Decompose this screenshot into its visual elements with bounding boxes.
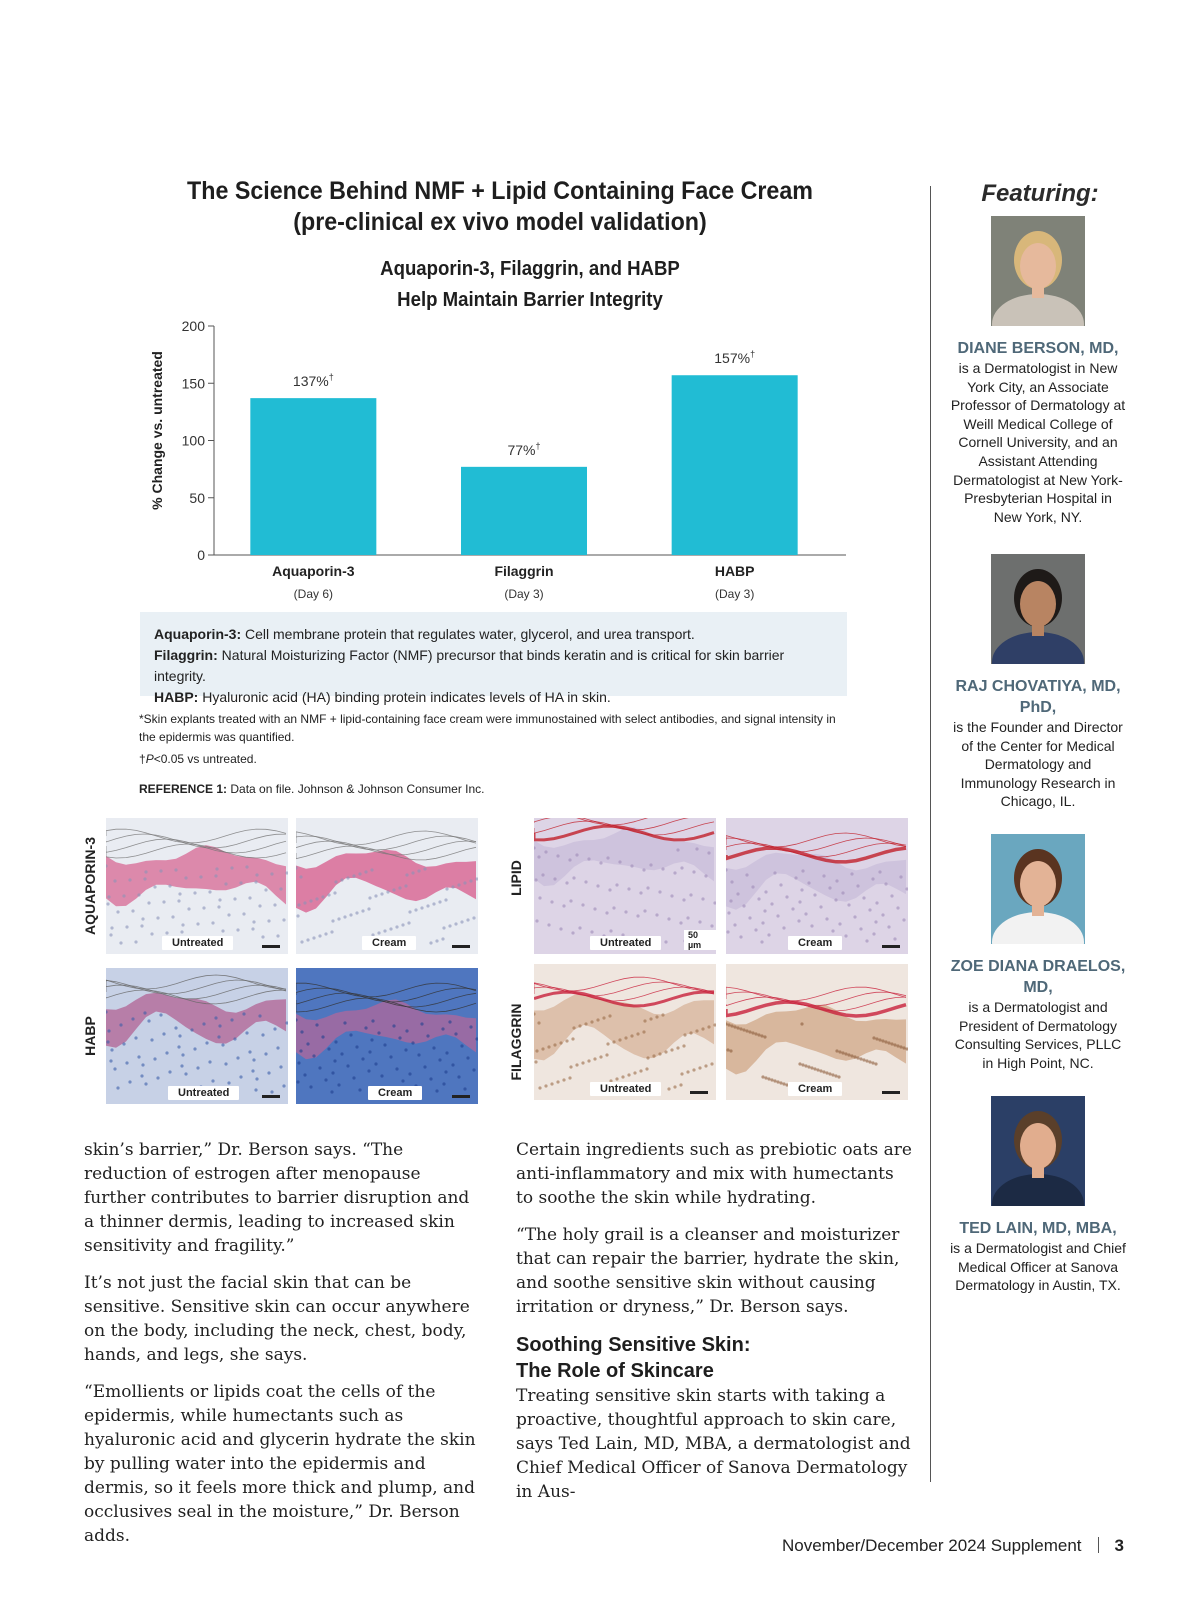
definition-term: Filaggrin: [154, 647, 218, 663]
avatar [991, 554, 1085, 664]
definition-text: Natural Moisturizing Factor (NMF) precursor that binds keratin and is critical for skin barrier integrity. [154, 647, 785, 684]
avatar [991, 1096, 1085, 1206]
panel-label-untreated: Untreated [162, 936, 233, 950]
body-column-left [84, 1138, 484, 1561]
panel-label-cream: Cream [362, 936, 416, 950]
body-paragraph: Certain ingredients such as prebiotic oats are anti-inflammatory and mix with humectants to soothe the skin while hydrating. [516, 1140, 912, 1208]
body-paragraph: “Emollients or lipids coat the cells of the epidermis, while humectants such as hyaluronic acid and glycerin hydrate the skin by pulling water into the epidermis and dermis, so it feels more thick and plump, and occlusives seal in the moisture,” Dr. Berson adds. [84, 1382, 476, 1546]
expert-bio: is a Dermatologist in New York City, an Associate Professor of Dermatology at Weill Medical College of Cornell University, and an Assistant Attending Dermatologist at New York-Presbyterian Hospital in New York, NY. [950, 360, 1126, 525]
headshot-photo [991, 216, 1085, 326]
subhead-line2: The Role of Skincare [516, 1360, 714, 1382]
x-tick-sublabel: (Day 3) [504, 587, 544, 601]
expert-name: DIANE BERSON, MD, [957, 340, 1119, 357]
tissue-image [726, 964, 908, 1100]
y-tick-label: 150 [181, 375, 205, 392]
body-paragraph: skin’s barrier,” Dr. Berson says. “The reduction of estrogen after menopause further contributes to barrier disruption and a thinner dermis, leading to increased skin sensitivity and fragility.” [84, 1140, 470, 1256]
chart-subtitle-line2: Help Maintain Barrier Integrity [397, 289, 663, 311]
sidebar-heading: Featuring: [981, 180, 1099, 207]
bar [672, 375, 798, 555]
chart-title-line1: The Science Behind NMF + Lipid Containing Face Cream [187, 177, 813, 205]
y-tick-label: 0 [197, 547, 205, 563]
expert-bio: is a Dermatologist and Chief Medical Officer at Sanova Dermatology in Austin, TX. [950, 1240, 1126, 1294]
x-tick-label: Filaggrin [494, 563, 554, 579]
x-tick-label: Aquaporin-3 [272, 563, 355, 579]
chart-subtitle-line1: Aquaporin-3, Filaggrin, and HABP [380, 258, 680, 280]
definition-text: Cell membrane protein that regulates water, glycerol, and urea transport. [241, 626, 695, 642]
definition-text: Hyaluronic acid (HA) binding protein indicates levels of HA in skin. [198, 689, 611, 705]
micrograph-habp-untreated [106, 968, 288, 1104]
tissue-image [106, 968, 288, 1104]
issue-label: November/December 2024 Supplement [781, 1536, 1082, 1555]
page-number: 3 [1114, 1536, 1124, 1555]
definition-aquaporin [154, 624, 833, 645]
bar [461, 467, 587, 555]
scale-bar [262, 1095, 280, 1098]
data-label: 137%† [292, 372, 334, 390]
definition-term: Aquaporin-3: [154, 626, 242, 642]
section-subhead [516, 1332, 916, 1384]
column-divider [930, 186, 931, 1482]
expert-berson [950, 216, 1126, 526]
micrograph-lipid-cream [726, 818, 908, 954]
footnote-dagger: † [139, 752, 146, 766]
expert-draelos [950, 834, 1126, 1072]
row-label-lipid: LIPID [508, 860, 524, 896]
panel-label-cream: Cream [788, 936, 842, 950]
scale-label: 50 µm [684, 930, 716, 950]
body-paragraph: Treating sensitive skin starts with taking a proactive, thoughtful approach to skin care, says Ted Lain, MD, MBA, a dermatologist and Chief Medical Officer of Sanova Dermatology in Aus- [516, 1386, 911, 1502]
avatar [991, 216, 1085, 326]
micrograph-lipid-untreated [534, 818, 716, 954]
body-column-middle [516, 1138, 916, 1517]
definition-filaggrin [154, 645, 833, 687]
expert-name: RAJ CHOVATIYA, MD, PhD, [955, 678, 1121, 716]
headshot-photo [991, 554, 1085, 664]
y-tick-label: 100 [181, 432, 205, 449]
body-paragraph: It’s not just the facial skin that can be sensitive. Sensitive skin can occur anywhere on the body, including the neck, chest, body, hands, and legs, she says. [84, 1273, 470, 1365]
tissue-image [296, 818, 478, 954]
expert-lain [950, 1096, 1126, 1295]
row-label-filaggrin: FILAGGRIN [508, 1003, 524, 1081]
scale-bar [452, 1095, 470, 1098]
panel-label-untreated: Untreated [168, 1086, 239, 1100]
footnote-p-text: <0.05 vs untreated. [153, 752, 257, 766]
definition-term: HABP: [154, 689, 199, 705]
tissue-image [296, 968, 478, 1104]
footnote-p: P [145, 752, 154, 766]
panel-label-cream: Cream [368, 1086, 422, 1100]
panel-label-untreated: Untreated [590, 1082, 661, 1096]
y-axis-label: % Change vs. untreated [149, 351, 165, 510]
x-tick-label: HABP [714, 563, 755, 579]
reference [139, 780, 485, 798]
footer-separator [1098, 1537, 1099, 1553]
page-footer [782, 1536, 1124, 1556]
subhead-line1: Soothing Sensitive Skin: [516, 1334, 751, 1356]
micrograph-aquaporin-untreated [106, 818, 288, 954]
data-label: 157%† [714, 349, 756, 367]
headshot-photo [991, 1096, 1085, 1206]
micrograph-habp-cream [296, 968, 478, 1104]
footnote-explant: *Skin explants treated with an NMF + lipid-containing face cream were immunostained with select antibodies, and signal intensity in the epidermis was quantified. [139, 712, 836, 744]
expert-chovatiya [950, 554, 1126, 811]
scale-bar [882, 945, 900, 948]
expert-bio: is the Founder and Director of the Center for Medical Dermatology and Immunology Research in Chicago, IL. [953, 719, 1123, 810]
expert-name: ZOE DIANA DRAELOS, MD, [950, 958, 1126, 996]
bar [250, 398, 376, 555]
tissue-image [534, 964, 716, 1100]
avatar [991, 834, 1085, 944]
x-tick-sublabel: (Day 6) [293, 587, 334, 601]
tissue-image [106, 818, 288, 954]
row-label-aquaporin: AQUAPORIN-3 [82, 837, 98, 936]
footnote-pvalue [139, 750, 257, 768]
micrograph-filaggrin-untreated [534, 964, 716, 1100]
row-label-habp: HABP [82, 1016, 98, 1056]
scale-bar [690, 1091, 708, 1094]
headshot-photo [991, 834, 1085, 944]
y-tick-label: 50 [189, 489, 205, 506]
x-tick-sublabel: (Day 3) [714, 587, 755, 601]
reference-label: REFERENCE 1: [139, 782, 228, 796]
micrograph-aquaporin-cream [296, 818, 478, 954]
micrograph-filaggrin-cream [726, 964, 908, 1100]
definition-habp [154, 687, 833, 708]
expert-name: TED LAIN, MD, MBA, [959, 1220, 1117, 1237]
tissue-image [726, 818, 908, 954]
panel-label-cream: Cream [788, 1082, 842, 1096]
y-tick-label: 200 [181, 318, 205, 334]
body-paragraph: “The holy grail is a cleanser and moisturizer that can repair the barrier, hydrate the skin, and soothe sensitive skin without causing irritation or dryness,” Dr. Berson says. [516, 1225, 900, 1317]
data-label: 77%† [507, 440, 541, 458]
reference-text: Data on file. Johnson & Johnson Consumer Inc. [227, 782, 485, 796]
panel-label-untreated: Untreated [590, 936, 661, 950]
scale-bar [452, 945, 470, 948]
scale-bar [882, 1091, 900, 1094]
scale-bar [262, 945, 280, 948]
expert-bio: is a Dermatologist and President of Dermatology Consulting Services, PLLC in High Point, NC. [954, 999, 1122, 1071]
definitions-box [140, 612, 847, 705]
chart-title-line2: (pre-clinical ex vivo model validation) [293, 208, 707, 236]
